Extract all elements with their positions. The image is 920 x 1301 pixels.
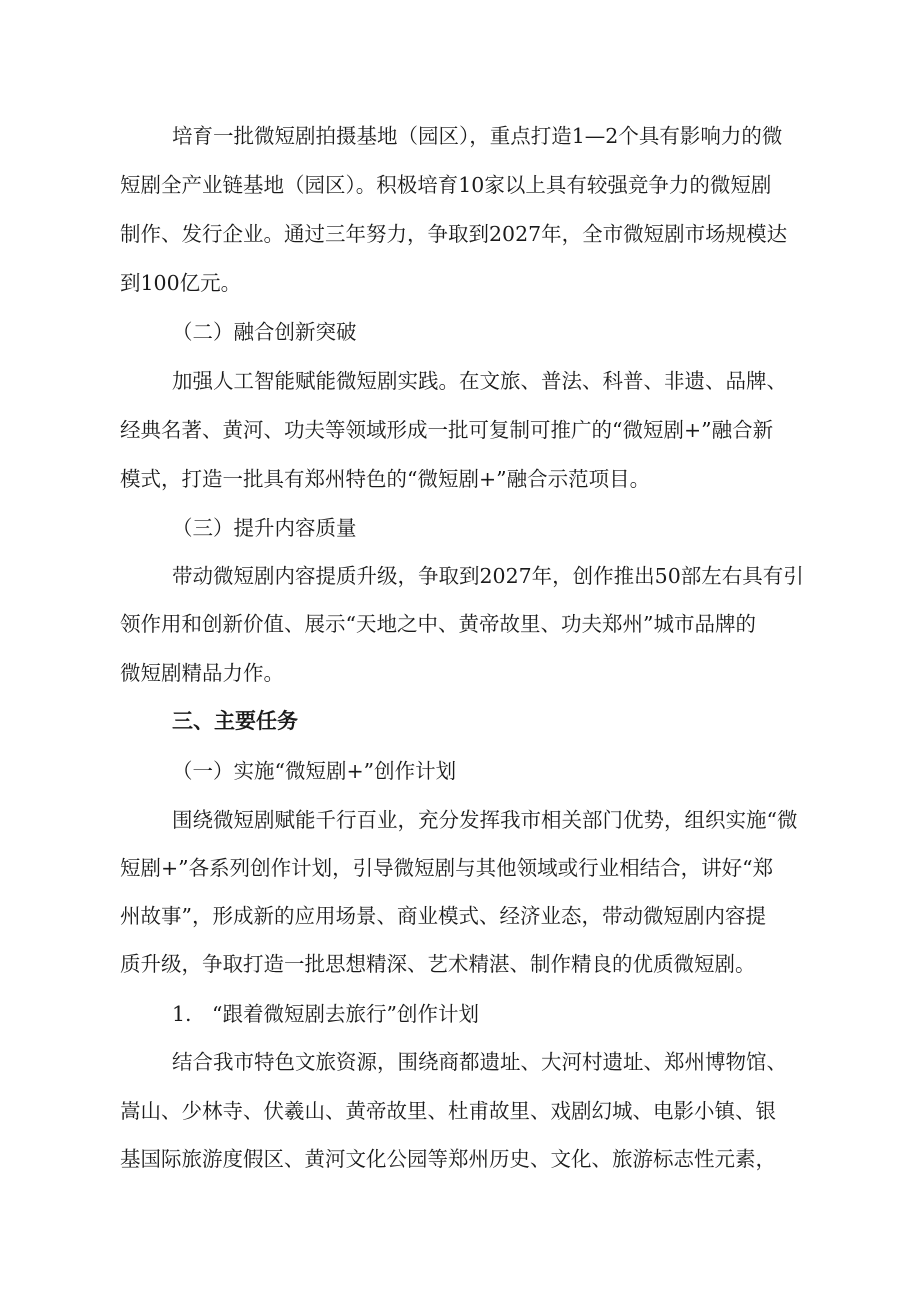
numbered-item-heading: 1. “跟着微短剧去旅行”创作计划 — [172, 1002, 480, 1026]
paragraph-line: 短剧+”各系列创作计划，引导微短剧与其他领域或行业相结合，讲好“郑 — [120, 856, 774, 880]
section-heading: 三、主要任务 — [172, 709, 298, 733]
paragraph-line: 领作用和创新价值、展示“天地之中、黄帝故里、功夫郑州”城市品牌的 — [120, 612, 756, 636]
paragraph-line: 短剧全产业链基地（园区）。积极培育10家以上具有较强竞争力的微短剧 — [120, 173, 772, 197]
subsection-heading: （三）提升内容质量 — [172, 516, 357, 540]
paragraph-line: 培育一批微短剧拍摄基地（园区），重点打造1—2个具有影响力的微 — [172, 124, 783, 148]
paragraph-line: 围绕微短剧赋能千行百业，充分发挥我市相关部门优势，组织实施“微 — [172, 808, 798, 832]
paragraph-line: 基国际旅游度假区、黄河文化公园等郑州历史、文化、旅游标志性元素， — [120, 1147, 776, 1171]
paragraph-line: 加强人工智能赋能微短剧实践。在文旅、普法、科普、非遗、品牌、 — [172, 369, 787, 393]
paragraph-line: 制作、发行企业。通过三年努力，争取到2027年，全市微短剧市场规模达 — [120, 222, 788, 246]
paragraph-line: 结合我市特色文旅资源，围绕商都遗址、大河村遗址、郑州博物馆、 — [172, 1050, 787, 1074]
paragraph-line: 带动微短剧内容提质升级，争取到2027年，创作推出50部左右具有引 — [172, 564, 804, 588]
paragraph-line: 经典名著、黄河、功夫等领域形成一批可复制可推广的“微短剧+”融合新 — [120, 418, 774, 442]
subsection-heading: （二）融合创新突破 — [172, 320, 357, 344]
subsection-heading: （一）实施“微短剧+”创作计划 — [172, 759, 457, 783]
paragraph-line: 到100亿元。 — [120, 271, 242, 295]
paragraph-line: 质升级，争取打造一批思想精深、艺术精湛、制作精良的优质微短剧。 — [120, 952, 756, 976]
paragraph-line: 嵩山、少林寺、伏羲山、黄帝故里、杜甫故里、戏剧幻城、电影小镇、银 — [120, 1099, 776, 1123]
paragraph-line: 模式，打造一批具有郑州特色的“微短剧+”融合示范项目。 — [120, 467, 651, 491]
paragraph-line: 州故事”，形成新的应用场景、商业模式、经济业态，带动微短剧内容提 — [120, 904, 766, 928]
paragraph-line: 微短剧精品力作。 — [120, 661, 284, 685]
